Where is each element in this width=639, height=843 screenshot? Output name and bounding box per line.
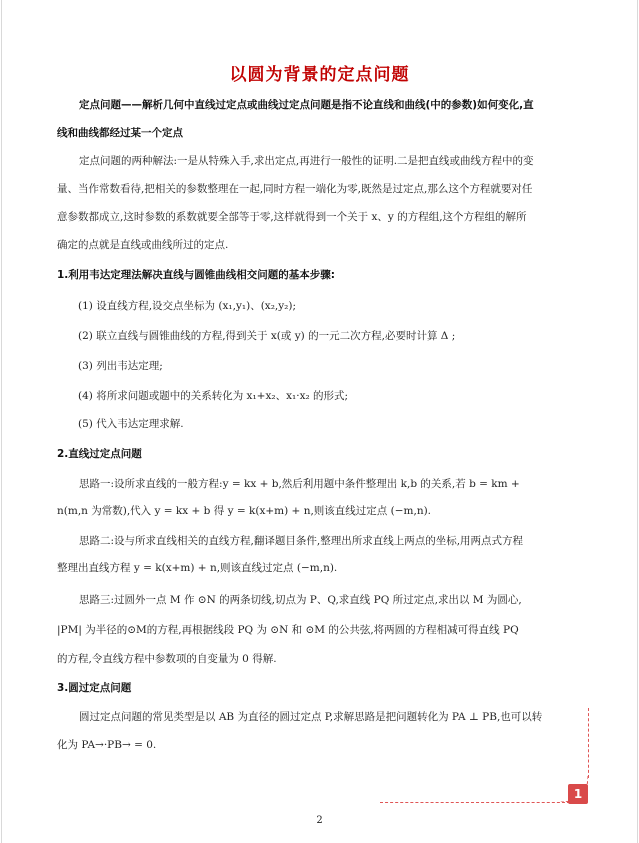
section3-line-1: 圆过定点问题的常见类型是以 AB 为直径的圆过定点 P,求解思路是把问题转化为 PA ⊥ PB,也可以转 <box>79 711 543 723</box>
dashed-border-vertical <box>588 708 589 778</box>
methods-line-3: 意参数都成立,这时参数的系数就要全部等于零,这样就得到一个关于 x、y 的方程组,这个方程组的解所 <box>57 211 527 223</box>
methods-line-1: 定点问题的两种解法:一是从特殊入手,求出定点,再进行一般性的证明.二是把直线或曲线方程中的变 <box>79 155 534 167</box>
idea3-line-3: 的方程,令直线方程中参数项的自变量为 0 得解. <box>57 653 277 665</box>
methods-line-2: 量、当作常数看待,把相关的参数整理在一起,同时方程一端化为零,既然是过定点,那么这个方程就要对任 <box>57 183 533 195</box>
step-3: (3) 列出韦达定理; <box>78 360 163 372</box>
step-2: (2) 联立直线与圆锥曲线的方程,得到关于 x(或 y) 的一元二次方程,必要时计算 Δ ; <box>78 330 456 342</box>
step-4: (4) 将所求问题或题中的关系转化为 x₁+x₂、x₁·x₂ 的形式; <box>78 390 349 402</box>
section-1-heading: 1.利用韦达定理法解决直线与圆锥曲线相交问题的基本步骤: <box>57 269 335 281</box>
idea2-line-1: 思路二:设与所求直线相关的直线方程,翻译题目条件,整理出所求直线上两点的坐标,用两点式方程 <box>79 535 524 547</box>
section3-line-2: 化为 PA→·PB→ = 0. <box>57 739 157 751</box>
methods-line-4: 确定的点就是直线或曲线所过的定点. <box>57 239 229 251</box>
step-1: (1) 设直线方程,设交点坐标为 (x₁,y₁)、(x₂,y₂); <box>78 300 297 312</box>
step-5: (5) 代入韦达定理求解. <box>78 418 184 430</box>
idea2-line-2: 整理出直线方程 y = k(x+m) + n,则该直线过定点 (−m,n). <box>57 562 338 574</box>
idea1-line-1: 思路一:设所求直线的一般方程:y = kx + b,然后利用题中条件整理出 k,b 的关系,若 b = km + <box>79 478 520 490</box>
section-2-heading: 2.直线过定点问题 <box>57 448 142 460</box>
page-badge: 1 <box>568 784 588 804</box>
page-number: 2 <box>316 815 323 826</box>
idea3-line-2: |PM| 为半径的⊙M的方程,再根据线段 PQ 为 ⊙N 和 ⊙M 的公共弦,将两圆的方程相减可得直线 PQ <box>57 624 519 636</box>
idea1-line-2: n(m,n 为常数),代入 y = kx + b 得 y = k(x+m) + n,则该直线过定点 (−m,n). <box>57 505 432 517</box>
page-border-right <box>637 0 638 843</box>
page-border-left <box>1 0 2 843</box>
idea3-line-1: 思路三:过圆外一点 M 作 ⊙N 的两条切线,切点为 P、Q,求直线 PQ 所过定点,求出以 M 为圆心, <box>79 594 522 606</box>
page-title: 以圆为背景的定点问题 <box>229 65 410 85</box>
section-3-heading: 3.圆过定点问题 <box>57 682 132 694</box>
intro-line-2: 线和曲线都经过某一个定点 <box>57 127 183 139</box>
dashed-border-horizontal <box>380 802 570 803</box>
intro-line-1: 定点问题——解析几何中直线过定点或曲线过定点问题是指不论直线和曲线(中的参数)如何变化,直 <box>79 99 534 111</box>
